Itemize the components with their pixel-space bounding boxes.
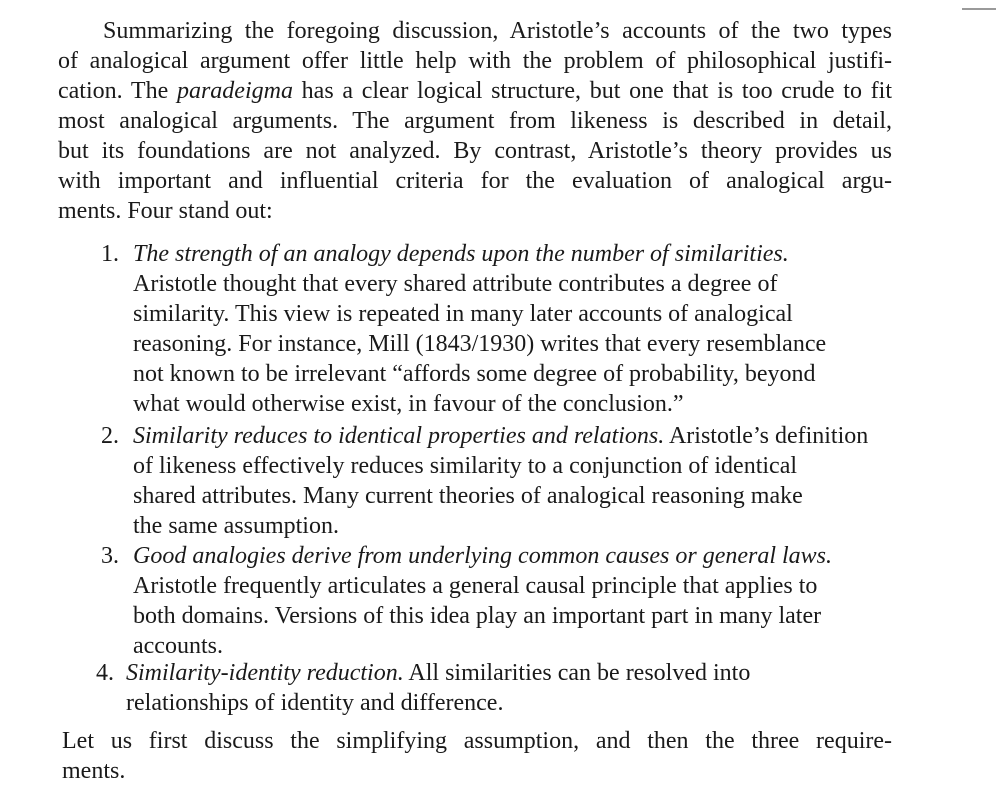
text-line: of likeness effectively reduces similarity to a conjunction of identical — [133, 453, 798, 479]
text-line: Aristotle frequently articulates a general causal principle that applies to — [133, 573, 818, 599]
emphasis-term: paradeigma — [176, 78, 293, 104]
text-line — [133, 421, 868, 451]
item-heading: Similarity reduces to identical properties and relations. — [133, 423, 665, 449]
item-body — [133, 239, 826, 419]
text-line: ments. — [62, 758, 126, 784]
text-line — [126, 658, 750, 688]
text-line: Let us first discuss the simplifying assumption, and then the three require- — [62, 728, 892, 754]
text-line: not known to be irrelevant “affords some degree of probability, beyond — [133, 361, 816, 387]
item-number: 3. — [101, 543, 119, 569]
text-line — [133, 239, 826, 269]
text-line: of analogical argument offer little help with the problem of philosophical justifi- — [58, 48, 892, 74]
item-body — [133, 541, 832, 661]
text-line: but its foundations are not analyzed. By contrast, Aristotle’s theory provides us — [58, 138, 892, 164]
text-line: reasoning. For instance, Mill (1843/1930) writes that every resemblance — [133, 331, 827, 357]
text-run: has a clear logical structure, but one that is too crude to fit — [292, 78, 893, 104]
text-line: what would otherwise exist, in favour of the conclusion.” — [133, 391, 684, 417]
closing-paragraph — [62, 726, 892, 786]
text-line: Summarizing the foregoing discussion, Aristotle’s accounts of the two types — [103, 18, 892, 44]
item-heading: Good analogies derive from underlying common causes or general laws. — [133, 543, 833, 569]
item-body — [126, 658, 750, 718]
text-line: similarity. This view is repeated in many later accounts of analogical — [133, 301, 793, 327]
item-number: 4. — [96, 660, 114, 686]
text-line: relationships of identity and difference. — [126, 690, 504, 716]
text-run: All similarities can be resolved into — [403, 660, 751, 686]
text-line — [133, 541, 832, 571]
text-line: accounts. — [133, 633, 223, 659]
text-line: with important and influential criteria for the evaluation of analogical argu- — [58, 168, 892, 194]
text-line: ments. Four stand out: — [58, 198, 273, 224]
text-run: Aristotle’s definition — [664, 423, 869, 449]
item-number: 2. — [101, 423, 119, 449]
item-heading: The strength of an analogy depends upon the number of similarities. — [133, 241, 789, 267]
text-line: most analogical arguments. The argument from likeness is described in detail, — [58, 108, 892, 134]
item-body — [133, 421, 868, 541]
text-line: Aristotle thought that every shared attribute contributes a degree of — [133, 271, 778, 297]
text-line — [58, 76, 892, 106]
item-heading: Similarity-identity reduction. — [126, 660, 404, 686]
text-run: cation. The — [58, 78, 177, 104]
page-edge-mark — [962, 8, 996, 10]
text-line: both domains. Versions of this idea play an important part in many later — [133, 603, 822, 629]
text-line: shared attributes. Many current theories of analogical reasoning make — [133, 483, 803, 509]
item-number: 1. — [101, 241, 119, 267]
intro-paragraph — [58, 16, 892, 226]
text-line: the same assumption. — [133, 513, 339, 539]
